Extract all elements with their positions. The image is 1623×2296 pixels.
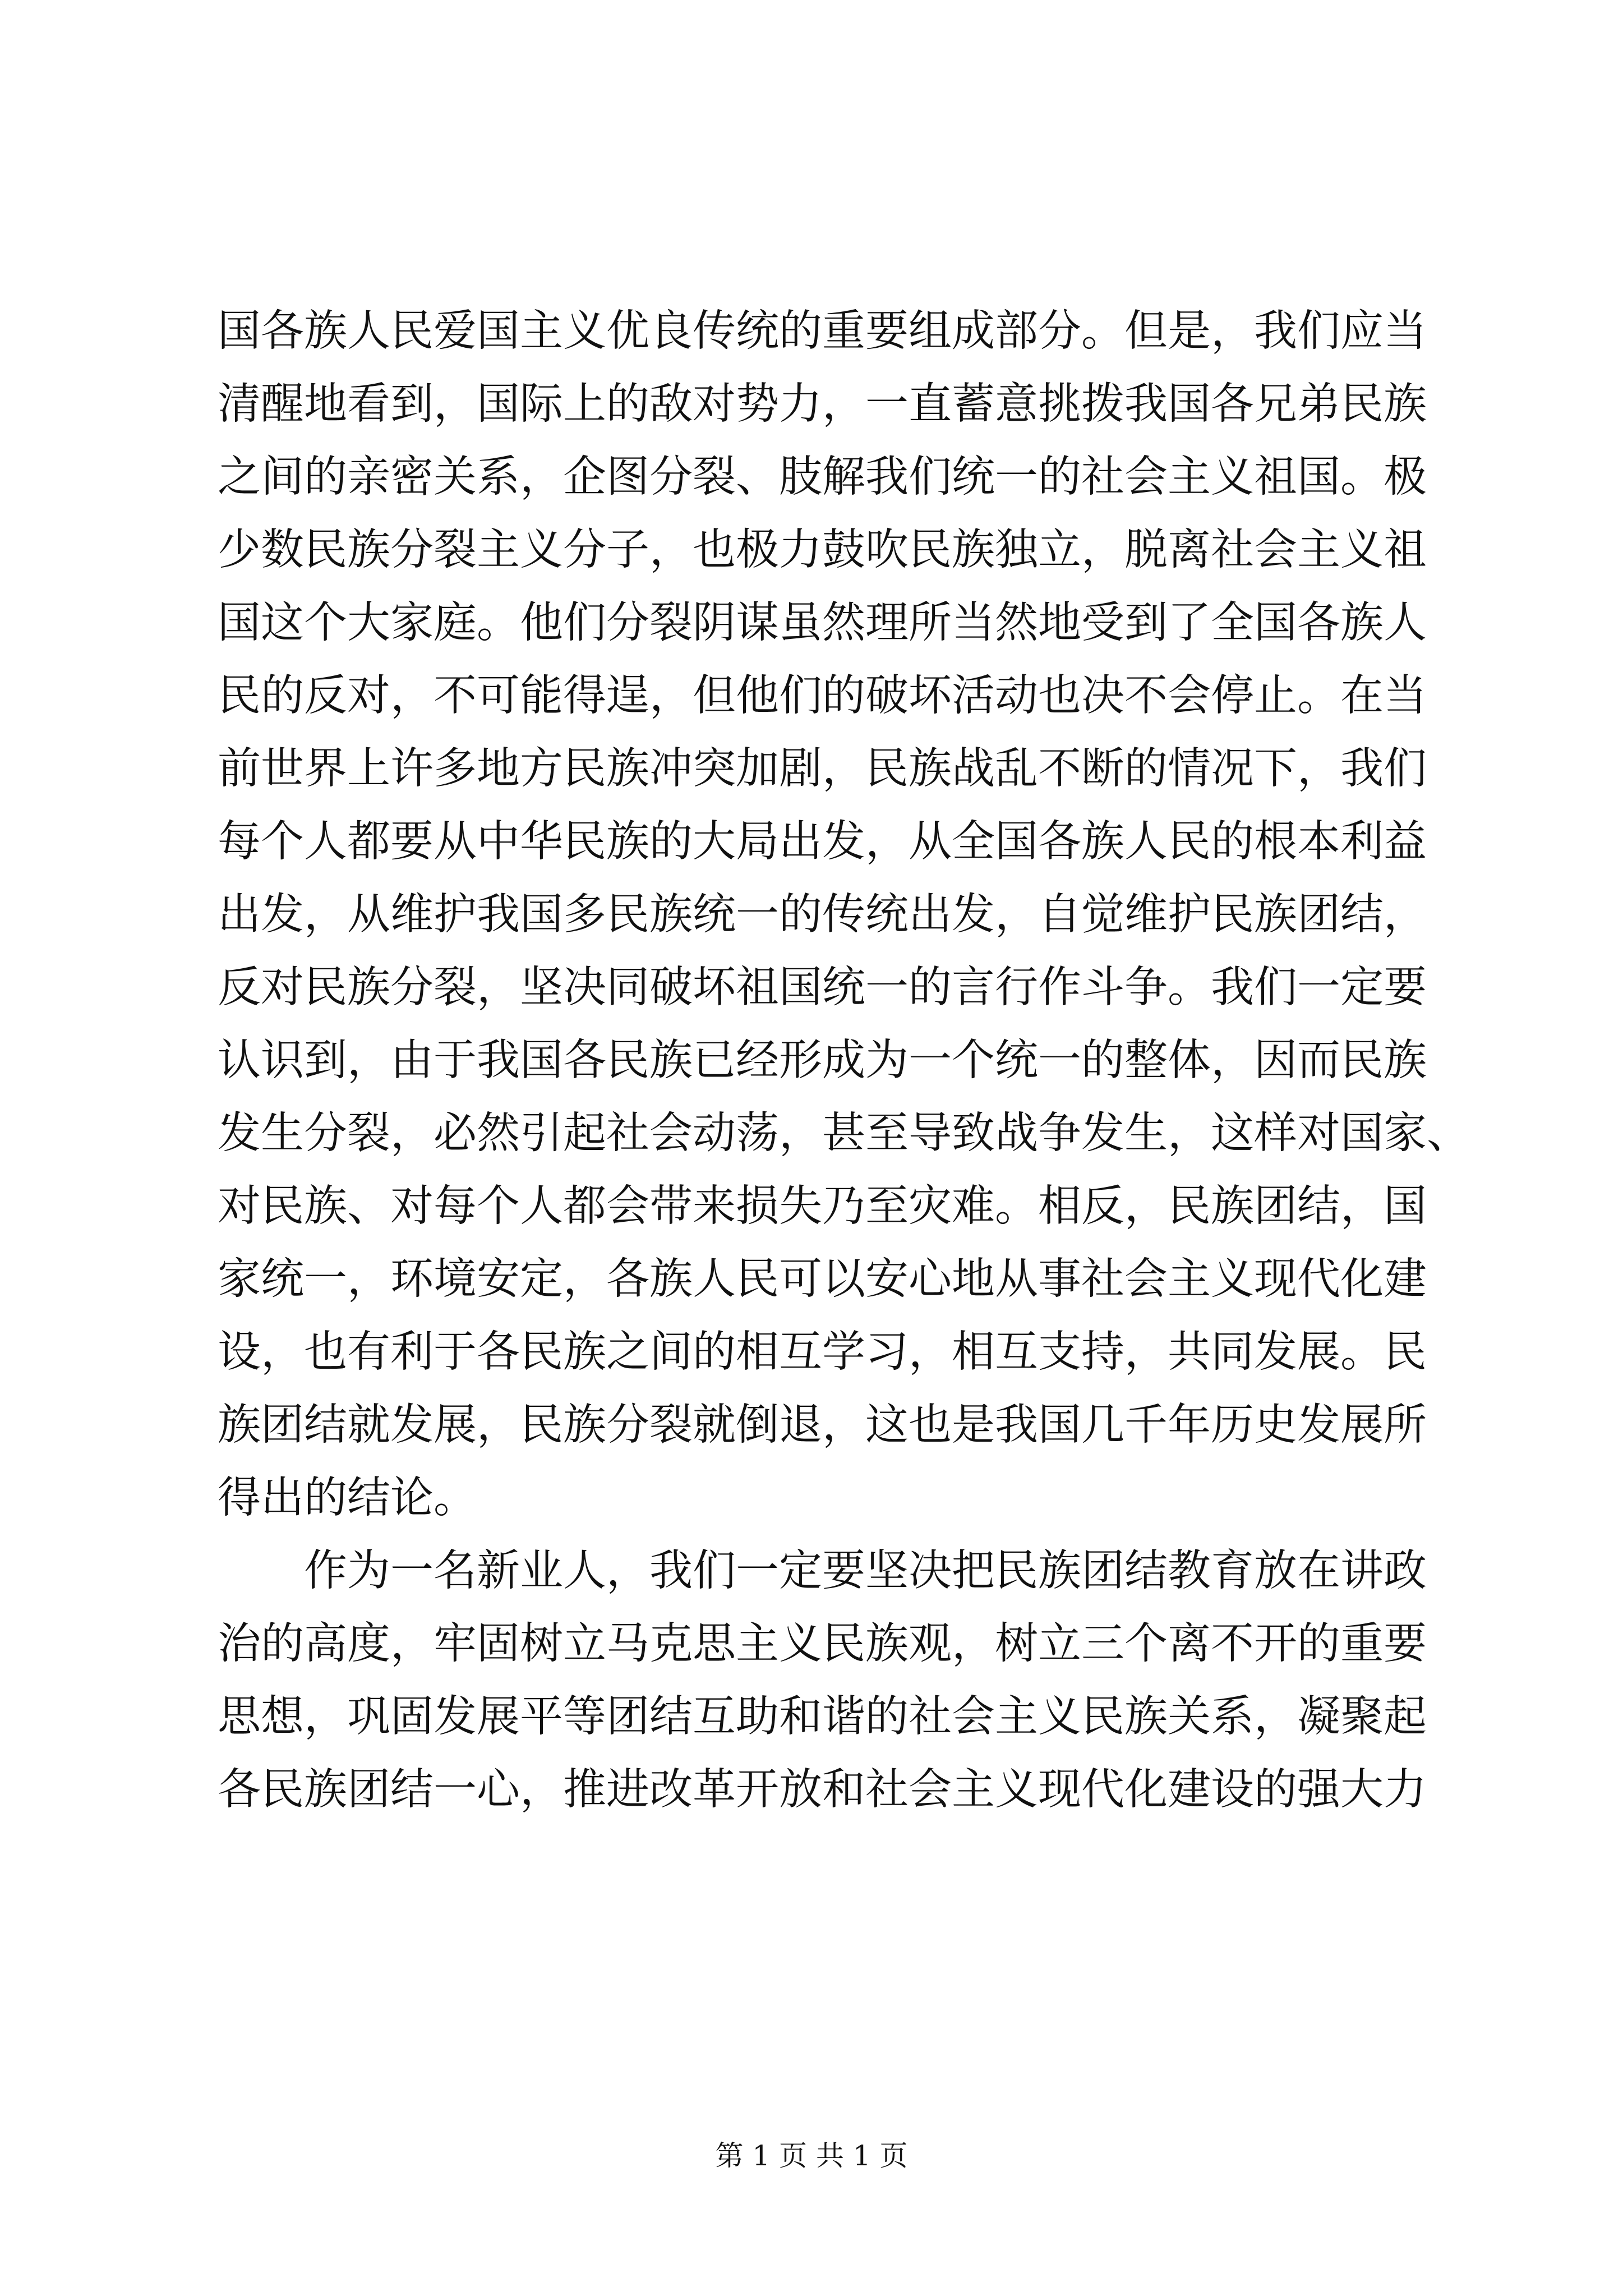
text-line: 认识到，由于我国各民族已经形成为一个统一的整体，因而民族: [218, 1036, 1427, 1085]
text-line: 发生分裂，必然引起社会动荡，甚至导致战争发生，这样对国家、: [218, 1108, 1470, 1158]
text-line: 反对民族分裂，坚决同破坏祖国统一的言行作斗争。我们一定要: [218, 963, 1427, 1013]
text-line: 每个人都要从中华民族的大局出发，从全国各族人民的根本利益: [218, 817, 1427, 867]
body-text: [218, 295, 1470, 1826]
text-line: 思想，巩固发展平等团结互助和谐的社会主义民族关系，凝聚起: [218, 1692, 1427, 1742]
text-line: 清醒地看到，国际上的敌对势力，一直蓄意挑拨我国各兄弟民族: [218, 379, 1427, 429]
text-line: 各民族团结一心，推进改革开放和社会主义现代化建设的强大力: [218, 1765, 1427, 1815]
text-line: 治的高度，牢固树立马克思主义民族观，树立三个离不开的重要: [218, 1619, 1427, 1669]
text-line: 之间的亲密关系，企图分裂、肢解我们统一的社会主义祖国。极: [218, 452, 1427, 502]
text-line: 民的反对，不可能得逞，但他们的破坏活动也决不会停止。在当: [218, 671, 1427, 721]
text-line: 得出的结论。: [218, 1473, 477, 1523]
text-line: 前世界上许多地方民族冲突加剧，民族战乱不断的情况下，我们: [218, 744, 1427, 794]
text-line: 对民族、对每个人都会带来损失乃至灾难。相反，民族团结，国: [218, 1181, 1427, 1231]
text-line: 设，也有利于各民族之间的相互学习，相互支持，共同发展。民: [218, 1327, 1427, 1377]
text-line: 少数民族分裂主义分子，也极力鼓吹民族独立，脱离社会主义祖: [218, 525, 1427, 575]
text-line: 出发，从维护我国多民族统一的传统出发，自觉维护民族团结，: [218, 890, 1427, 940]
text-line: 作为一名新业人，我们一定要坚决把民族团结教育放在讲政: [218, 1546, 1427, 1596]
text-line: 族团结就发展，民族分裂就倒退，这也是我国几千年历史发展所: [218, 1400, 1427, 1450]
page-footer: 第 1 页 共 1 页: [715, 2139, 908, 2172]
text-line: 国各族人民爱国主义优良传统的重要组成部分。但是，我们应当: [218, 306, 1427, 356]
text-line: 国这个大家庭。他们分裂阴谋虽然理所当然地受到了全国各族人: [218, 598, 1427, 648]
text-line: 家统一，环境安定，各族人民可以安心地从事社会主义现代化建: [218, 1254, 1427, 1304]
